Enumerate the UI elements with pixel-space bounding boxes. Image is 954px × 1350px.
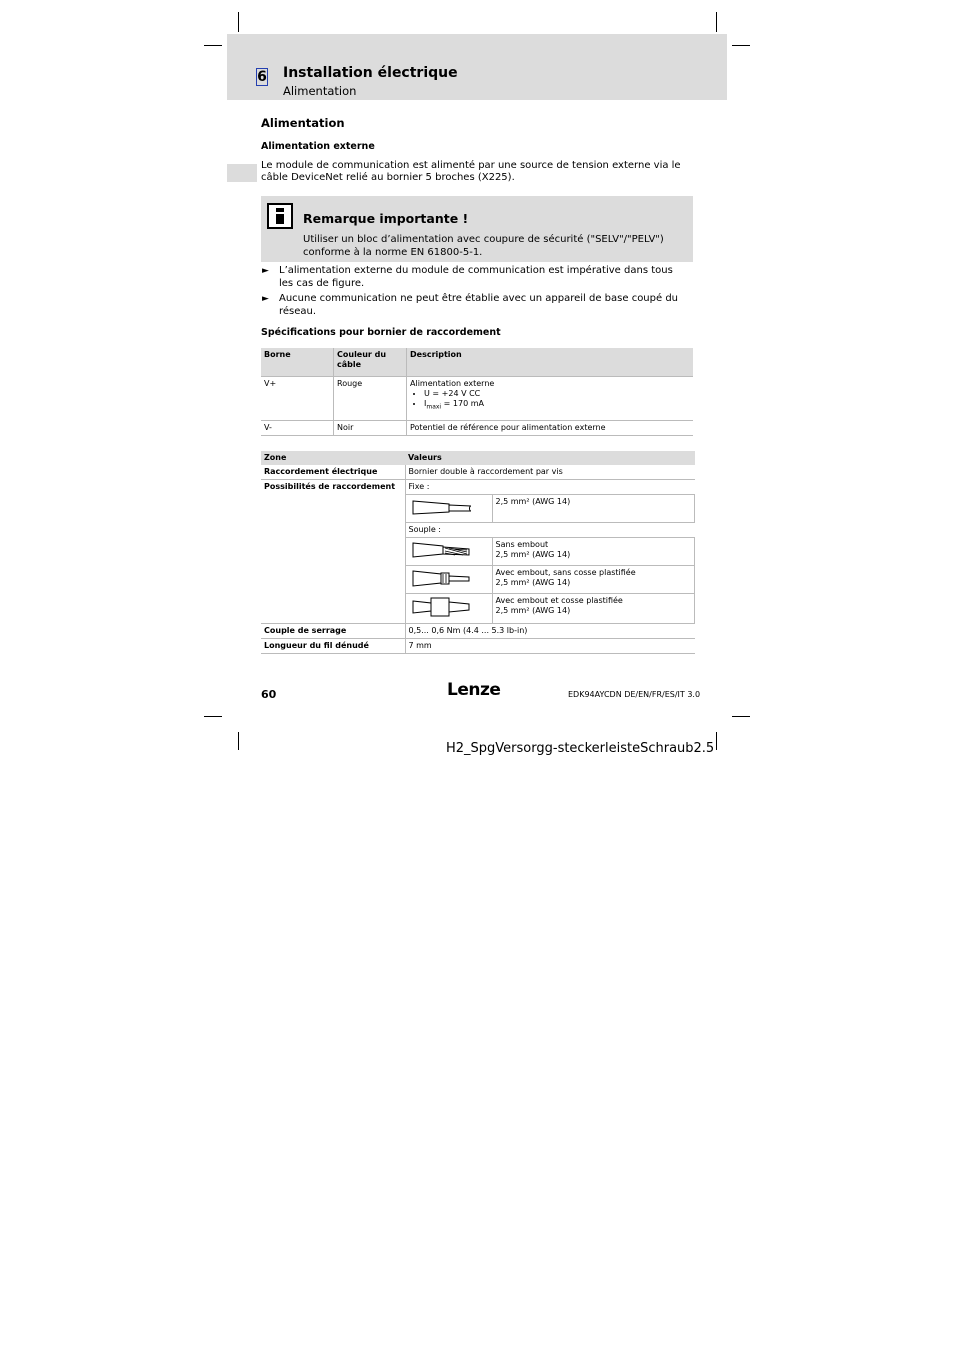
cell: Bornier double à raccordement par vis bbox=[405, 465, 695, 480]
cell: Potentiel de référence pour alimentation externe bbox=[407, 420, 694, 435]
spec-title: Spécifications pour bornier de raccordement bbox=[261, 327, 501, 338]
terminal-table bbox=[261, 348, 693, 436]
cell-text: Sans embout bbox=[495, 540, 549, 549]
crop-mark bbox=[204, 716, 222, 717]
page-number: 60 bbox=[261, 688, 277, 701]
cell: Possibilités de raccordement bbox=[261, 480, 405, 624]
cell-text: Avec embout et cosse plastifiée bbox=[495, 596, 623, 605]
wire-stranded-icon bbox=[405, 538, 492, 566]
cell-text: 2,5 mm² (AWG 14) bbox=[495, 578, 571, 587]
cell: Noir bbox=[334, 420, 407, 435]
bullet-text: L’alimentation externe du module de communication est impérative dans tous les cas de figure. bbox=[279, 265, 673, 289]
wire-solid-icon bbox=[405, 495, 492, 523]
cell-text: I bbox=[424, 398, 427, 408]
col-header: Couleur du câble bbox=[334, 348, 407, 376]
chapter-number: 6 bbox=[257, 69, 267, 85]
chapter-title: Installation électrique bbox=[283, 65, 458, 81]
crop-mark bbox=[238, 732, 239, 750]
cell-text: 2,5 mm² (AWG 14) bbox=[495, 550, 571, 559]
crop-mark bbox=[238, 12, 239, 32]
list-item bbox=[424, 399, 690, 413]
cell bbox=[492, 566, 695, 594]
note-title: Remarque importante ! bbox=[303, 211, 469, 226]
cell: Couple de serrage bbox=[261, 624, 405, 639]
crop-mark bbox=[732, 716, 750, 717]
note-text: Utiliser un bloc d’alimentation avec coupure de sécurité ("SELV"/"PELV") conforme à la norme EN 61800-5-1. bbox=[303, 234, 664, 258]
cell: Longueur du fil dénudé bbox=[261, 639, 405, 654]
cell: Fixe : bbox=[405, 480, 695, 495]
crop-mark bbox=[716, 12, 717, 32]
crop-mark bbox=[204, 45, 222, 46]
table-row bbox=[261, 465, 695, 480]
col-header: Description bbox=[407, 348, 694, 376]
table-row bbox=[261, 639, 695, 654]
table-row bbox=[261, 480, 695, 495]
file-label: H2_SpgVersorgg-steckerleisteSchraub2.5 bbox=[446, 741, 715, 756]
subsection-title: Alimentation externe bbox=[261, 141, 375, 152]
cell-text: Alimentation externe bbox=[410, 378, 495, 388]
cell: 7 mm bbox=[405, 639, 695, 654]
intro-paragraph: Le module de communication est alimenté par une source de tension externe via le câble DeviceNet relié au bornier 5 broches (X225). bbox=[261, 160, 681, 183]
cell-text: maxi bbox=[426, 403, 442, 411]
info-icon bbox=[267, 203, 293, 229]
lenze-logo: Lenze bbox=[447, 680, 501, 700]
cell: V- bbox=[261, 420, 334, 435]
cell-text: Avec embout, sans cosse plastifiée bbox=[495, 568, 636, 577]
doc-code: EDK94AYCDN DE/EN/FR/ES/IT 3.0 bbox=[568, 690, 701, 699]
cell bbox=[407, 376, 694, 420]
cell bbox=[492, 594, 695, 624]
cell: Souple : bbox=[405, 523, 695, 538]
bullet-text: Aucune communication ne peut être établie avec un appareil de base coupé du réseau. bbox=[279, 293, 679, 317]
col-header: Valeurs bbox=[405, 451, 695, 465]
cell bbox=[492, 538, 695, 566]
cell: 0,5... 0,6 Nm (4.4 ... 5.3 lb-in) bbox=[405, 624, 695, 639]
cell: V+ bbox=[261, 376, 334, 420]
wire-ferrule-icon bbox=[405, 566, 492, 594]
cell: Rouge bbox=[334, 376, 407, 420]
chapter-subtitle: Alimentation bbox=[283, 84, 357, 98]
margin-tab bbox=[227, 164, 257, 182]
arrow-bullet-icon: ► bbox=[262, 266, 269, 276]
section-title: Alimentation bbox=[261, 116, 345, 130]
cell: Raccordement électrique bbox=[261, 465, 405, 480]
table-row bbox=[261, 376, 693, 420]
wire-insulated-ferrule-icon bbox=[405, 594, 492, 624]
arrow-bullet-icon: ► bbox=[262, 294, 269, 304]
col-header: Borne bbox=[261, 348, 334, 376]
values-table bbox=[261, 451, 695, 654]
cell-text: = 170 mA bbox=[441, 398, 484, 408]
crop-mark bbox=[716, 732, 717, 750]
cell: 2,5 mm² (AWG 14) bbox=[492, 495, 695, 523]
table-row bbox=[261, 624, 695, 639]
cell-text: 2,5 mm² (AWG 14) bbox=[495, 606, 571, 615]
crop-mark bbox=[732, 45, 750, 46]
col-header: Zone bbox=[261, 451, 405, 465]
list-item: • U = +24 V CC bbox=[424, 389, 690, 399]
table-row bbox=[261, 420, 693, 435]
